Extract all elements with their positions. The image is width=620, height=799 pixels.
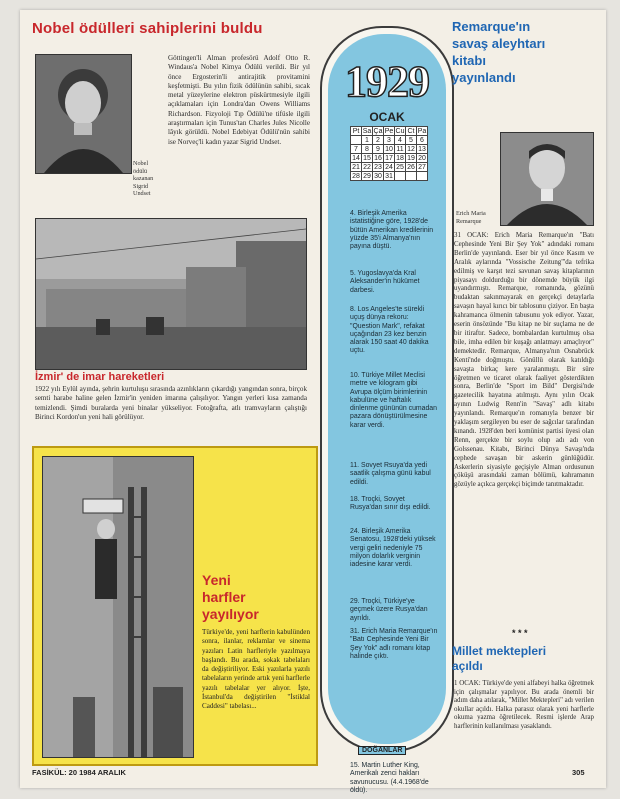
remarque-headline-line: savaş aleyhtarı	[452, 36, 546, 51]
calendar-day: 24	[385, 163, 393, 171]
remarque-headline	[452, 18, 602, 86]
calendar-event: 10. Türkiye Millet Meclisi metre ve kilogram gibi Avrupa ölçüm birimlerinin kabulüne ve haftalık dinlenme gününün cumadan pazara dönüştürülmesine karar verdi.	[350, 372, 437, 429]
remarque-body: 31 OCAK: Erich Maria Remarque'ın "Batı Cephesinde Yeni Bir Şey Yok" adındaki romanı Berlin'de yayınlandı. Eser bir yıl önce Kasım ve Aralık aylarında "Vossische Zeitung"'da tefrika edilmiş ve karşıt tezi savunan savaş kitaplarının piyasayı doldurduğu bir dönemde büyük ilgi uyandırmıştı. Remarque, romanında, gözünü budaktan sakınmayarak en gerçekçi detaylarla savaşın hayal kırıcı bir tablosunu çiziyor. En başta kahramanca ölmenin tabusunu yok ediyor. Yazar, eserin önsözünde "Bu kitap ne bir suçlama ne de bir itiraftır. Sadece, bombalardan kurtulmuş olsa bile, imha edilen bir kuşağı anlatmayı amaçlıyor" demektedir. Remarque, Almanya'nın Osnabrück Kenti'nde doğmuştu. Gönüllü olarak katıldığı savaşta birkaç kere yaralanmıştı. Bir süre öğretmen ve ticaret olarak faaliyet gösterdikten sonra, Berlin'de "Sport im Bild" Dergisi'nde gazetecilik hayatına atılmıştı. Aynı yılın Ocak ayının Ludwig Renn'in "Savaş" adlı kitabı yayınlandı. Remarque'ın romanıyla benzer bir yaklaşım sergileyen bu eser de sağcılar tarafından kınandı. 1928'den beri komünist partisi üyesi olan Renn, gerçekte bir soylu olup adı adı von Golssenau. Kitabı, Birinci Dünya Savaşı'nda cephede savaşan bir askerin günlüğüdür. Askerlerin siyasiyle geçişiyle Alman ordusunun çöküşü arasındaki zaman bölümü, kahramanın gözüyle açıkca gerçekçi biçimde tanıtmaktadır.	[454, 232, 594, 489]
calendar-day: 31	[385, 172, 393, 180]
calendar-day: 17	[385, 154, 393, 162]
calendar-day: 2	[373, 136, 384, 145]
calendar-day: 5	[406, 136, 417, 145]
yeni-harfler-headline-line: yayılıyor	[202, 606, 259, 622]
yeni-harfler-headline	[202, 572, 312, 623]
calendar-column	[320, 26, 454, 794]
calendar-event: 31. Erich Maria Remarque'ın "Batı Cephesinde Yeni Bir Şey Yok" adlı romanı kitap halinde çıktı.	[350, 628, 438, 660]
calendar-day: 25	[396, 163, 404, 171]
calendar-day: 20	[418, 154, 426, 162]
calendar-day-header: Sa	[362, 127, 372, 135]
calendar-day: 23	[374, 163, 382, 171]
calendar-day: 19	[407, 154, 415, 162]
calendar-day-header: Pt	[351, 127, 362, 136]
calendar-day: 12	[407, 145, 415, 153]
calendar-day: 3	[384, 136, 395, 145]
magazine-page	[20, 10, 606, 794]
yeni-harfler-box	[32, 446, 318, 766]
calendar-day: 27	[418, 163, 426, 171]
calendar-day: 9	[373, 145, 384, 154]
millet-headline-line: açıldı	[452, 659, 483, 673]
millet-headline-line: Millet mektepleri	[452, 644, 547, 658]
calendar-event: 8. Los Angeles'te sürekli uçuş dünya rekoru: "Question Mark", refakat uçağından 23 kez benzin alarak 150 saat 40 dakika uçtu.	[350, 306, 429, 355]
izmir-headline: İzmir' de imar hareketleri	[35, 371, 165, 383]
calendar-week-row	[351, 172, 428, 181]
yeni-harfler-headline-line: harfler	[202, 589, 246, 605]
calendar-day-header: Pe	[384, 127, 394, 135]
calendar-day-header: Pa	[417, 127, 427, 135]
section-divider-stars: * * *	[512, 628, 528, 638]
page-number: 305	[572, 768, 585, 777]
calendar-day: 6	[417, 136, 428, 145]
calendar-event: 4. Birleşik Amerika istatistiğine göre, 1928'de bütün Amerikan kredilerinin yüzde 35'i Almanya'nın payına düştü.	[350, 210, 434, 251]
izmir-body: 1922 yılı Eylül ayında, şehrin kurtuluşu sırasında azınlıkların çıkardığı yangından sonra, birçok semti harabe haline gelen İzmir'in yeniden imarına çalışılıyor. Yangın yerleri kısa zamanda temizlendi. Şimdi buralarda yeni binalar yükseliyor. Fotoğrafta, atlı tramvayların çalıştığı Birinci Kordon'un yeni hali görülüyor.	[35, 385, 307, 421]
calendar-day-header: Ct	[407, 127, 415, 135]
births-label: DOĞANLAR	[358, 746, 406, 755]
calendar-day: 26	[407, 163, 415, 171]
izmir-photo	[35, 218, 307, 370]
calendar-day	[351, 136, 362, 145]
birth-entry: 15. Martin Luther King, Amerikalı zenci hakları savunucusu. (4.4.1968'de öldü).	[350, 762, 429, 794]
calendar-day	[406, 172, 417, 181]
calendar-day: 21	[352, 163, 360, 171]
yeni-harfler-body: Türkiye'de, yeni harflerin kabulünden sonra, ilanlar, reklamlar ve sinema yazıları Latin harfleriyle yazılmaya başlandı. Bu arada, sokak tabelaları da değiştiriliyor. Eski yazılarla yazılı tabelaların yerinde artık yeni harflerle yazılı tabelalar yer alıyor. İşte, İstanbul'da değiştirilen "İstiklal Caddesi" tabelası...	[202, 628, 310, 711]
calendar-event: 18. Troçki, Sovyet Rusya'dan sınır dışı edildi.	[350, 496, 431, 512]
calendar-day: 30	[374, 172, 382, 180]
calendar-event: 11. Sovyet Rsuya'da yedi saatlik çalışma günü kabul edildi.	[350, 462, 431, 486]
calendar-day: 8	[362, 145, 373, 154]
calendar-week-row	[351, 154, 428, 163]
calendar-week-row	[351, 136, 428, 145]
calendar-day: 15	[363, 154, 371, 162]
calendar-day: 22	[363, 163, 371, 171]
millet-headline	[452, 644, 602, 674]
calendar-day	[417, 172, 428, 181]
calendar-day: 7	[351, 145, 362, 154]
street-sign-photo	[42, 456, 194, 758]
calendar-day: 10	[385, 145, 393, 153]
calendar-day: 11	[396, 145, 404, 153]
calendar-table	[350, 126, 428, 181]
remarque-headline-line: kitabı	[452, 53, 486, 68]
calendar-day: 16	[374, 154, 382, 162]
footer-issue: FASİKÜL: 20 1984 ARALIK	[32, 768, 126, 777]
calendar-week-row	[351, 145, 428, 154]
sigrid-undset-photo	[35, 54, 132, 174]
calendar-day	[395, 172, 406, 181]
calendar-day-header: Cu	[395, 127, 405, 135]
yeni-harfler-headline-line: Yeni	[202, 572, 231, 588]
remarque-photo-caption: Erich Maria Remarque	[456, 210, 486, 225]
calendar-day: 28	[352, 172, 360, 180]
calendar-event: 5. Yugoslavya'da Kral Aleksander'in hükümet darbesi.	[350, 270, 420, 294]
nobel-headline: Nobel ödülleri sahiplerini buldu	[32, 20, 263, 37]
calendar-day: 18	[396, 154, 404, 162]
calendar-event: 24. Birleşik Amerika Senatosu, 1928'deki yüksek vergi geliri nedeniyle 75 milyon dolarlık verginin iadesine karar verdi.	[350, 528, 436, 569]
calendar-day: 13	[418, 145, 426, 153]
millet-body: 1 OCAK: Türkiye'de yeni alfabeyi halka öğretmek için çalışmalar yapılıyor. Bu arada önemli bir adım daha atılarak, "Millet Mektepleri" adı verilen okullar açıldı. Halka parasız olarak yeni harflerle okuma yazma öğretilecek. Resmi işlerde Arap harflerinin kullanılması yasaklandı.	[454, 680, 594, 730]
calendar-header-row	[351, 127, 428, 136]
calendar-event: 29. Troçki, Türkiye'ye geçmek üzere Rusya'dan ayrıldı.	[350, 598, 428, 622]
remarque-headline-line: yayınlandı	[452, 70, 516, 85]
calendar-day: 1	[362, 136, 373, 145]
calendar-month: OCAK	[369, 110, 405, 124]
calendar-year: 1929	[345, 57, 429, 106]
calendar-day: 14	[352, 154, 360, 162]
remarque-photo	[500, 132, 594, 226]
nobel-body: Göttingen'li Alman profesörü Adolf Otto R. Windaus'a Nobel Kimya Ödülü verildi. Bir yıl önce Ergosterin'li antirajitik provitamini keşfetmişti. Bu yılın fizik ödülünün sahibi, sıcak metal yüzeylerine elektron püskürtmesiyle ilgili açıklamaları için Londra'dan Owens Williams Richardson. Fizyoloji Tıp Ödülü'ne tifüsle ilgili araştırmaları için Tunus'tan Charles Jules Nicolle lâyık görüldü. Nobel Edebiyat Ödülü'nün sahibi ise Norveç'li kadın yazar Sigrid Undset.	[168, 54, 310, 146]
nobel-photo-caption: Nobel ödülü kazanan Sigrid Undset	[133, 160, 154, 198]
calendar-week-row	[351, 163, 428, 172]
remarque-headline-line: Remarque'ın	[452, 19, 531, 34]
calendar-day-header: Ça	[373, 127, 383, 135]
calendar-day: 4	[395, 136, 406, 145]
calendar-day: 29	[363, 172, 371, 180]
